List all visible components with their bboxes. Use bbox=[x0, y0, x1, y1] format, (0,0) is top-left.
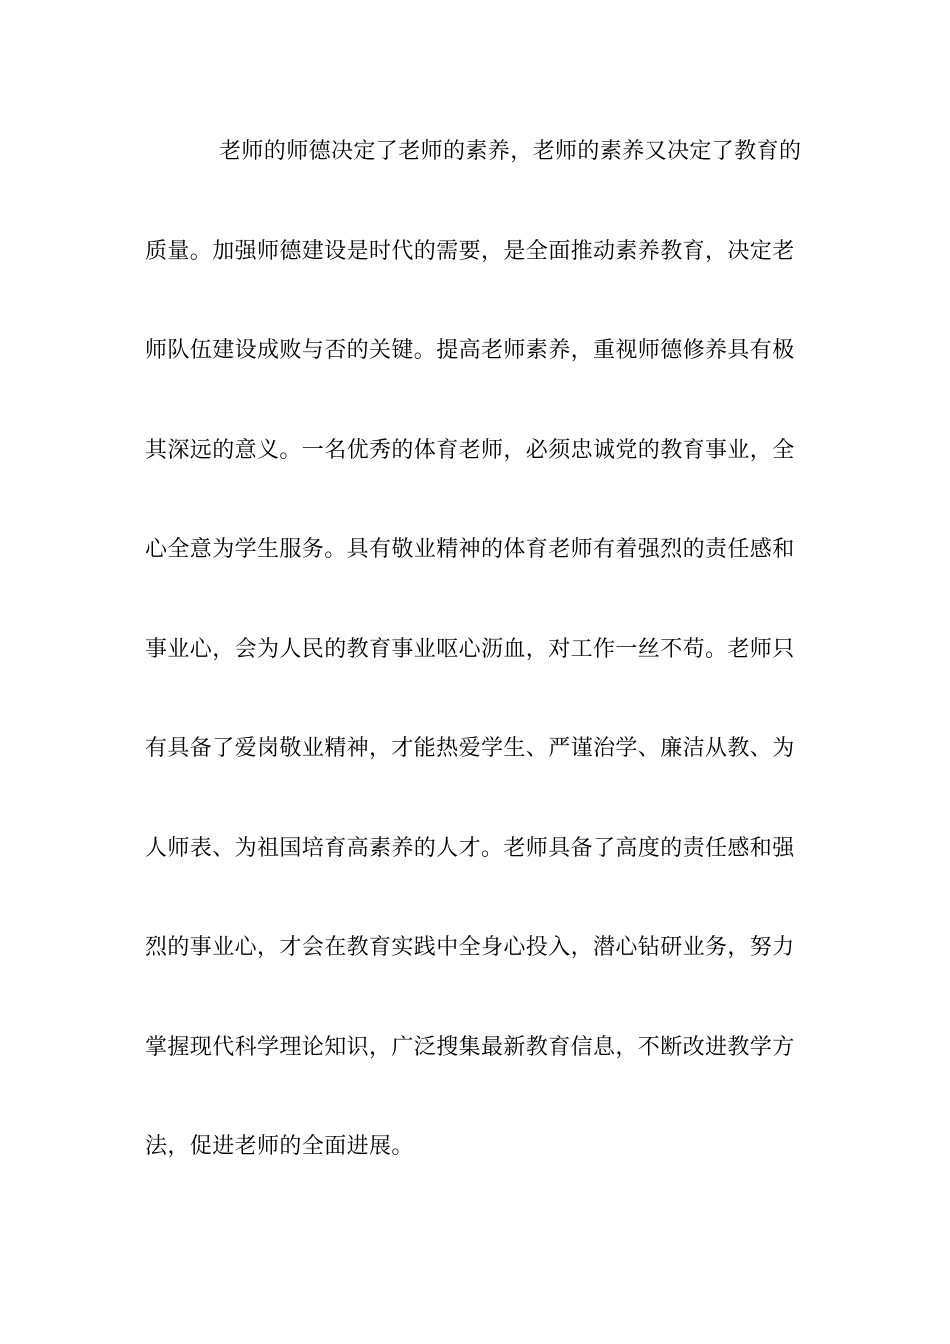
paragraph-line: 其深远的意义。一名优秀的体育老师，必须忠诚党的教育事业，全 bbox=[145, 437, 795, 463]
paragraph-line: 师队伍建设成败与否的关键。提高老师素养，重视师德修养具有极 bbox=[145, 338, 795, 363]
paragraph-line: 法，促进老师的全面进展。 bbox=[145, 1134, 414, 1159]
paragraph-line: 烈的事业心，才会在教育实践中全身心投入，潜心钻研业务，努力 bbox=[145, 935, 795, 960]
paragraph-line: 老师的师德决定了老师的素养，老师的素养又决定了教育的 bbox=[219, 139, 802, 164]
paragraph-line: 质量。加强师德建设是时代的需要，是全面推动素养教育，决定老 bbox=[145, 238, 795, 264]
paragraph-line: 掌握现代科学理论知识，广泛搜集最新教育信息，不断改进教学方 bbox=[145, 1034, 795, 1060]
paragraph bbox=[145, 130, 815, 1225]
paragraph-line: 心全意为学生服务。具有敬业精神的体育老师有着强烈的责任感和 bbox=[145, 537, 795, 562]
paragraph-line: 人师表、为祖国培育高素养的人才。老师具备了高度的责任感和强 bbox=[145, 835, 795, 861]
paragraph-line: 有具备了爱岗敬业精神，才能热爱学生、严谨治学、廉洁从教、为 bbox=[145, 736, 795, 761]
paragraph-line: 事业心，会为人民的教育事业呕心沥血，对工作一丝不苟。老师只 bbox=[145, 636, 795, 662]
